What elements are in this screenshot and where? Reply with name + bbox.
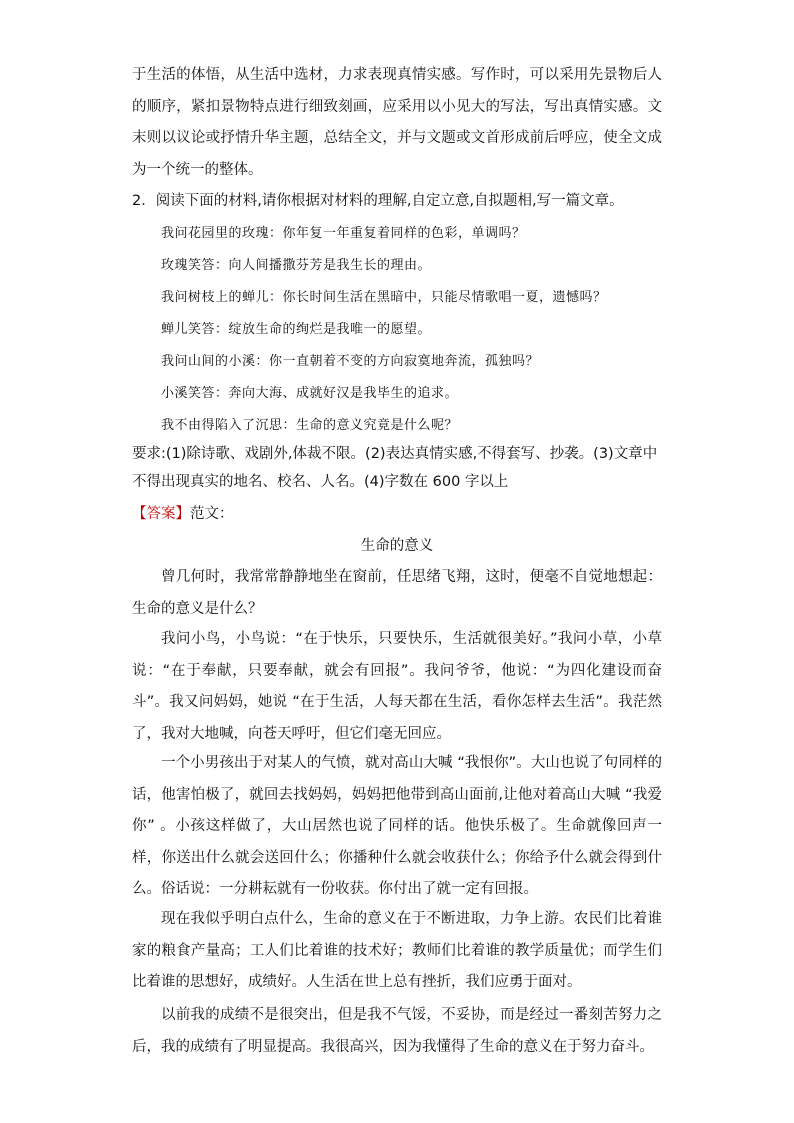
answer-heading [132,503,234,525]
intro-paragraph: 于生活的体悟，从生活中选材，力求表现真情实感。写作时，可以采用先景物后人的顺序，紧扣景物特点进行细致刻画，应采用以小见大的写法，写出真情实感。文末则以议论或抒情升华主题，总结全文，并与文题或文首形成前后呼应，使全文成为一个统一的整体。 [132,67,662,178]
material-line-7: 我不由得陷入了沉思：生命的意义究竟是什么呢？ [161,418,459,433]
material-line-6: 小溪笑答：奔向大海、成就好汉是我毕生的追求。 [161,386,459,401]
material-line-2: 玫瑰笑答：向人间播撒芬芳是我生长的理由。 [161,258,432,273]
essay-title: 生命的意义 [360,538,434,554]
material-line-4: 蝉儿笑答：绽放生命的绚烂是我唯一的愿望。 [161,322,432,337]
answer-tag: 【答案】 [132,506,190,522]
material-line-1: 我问花园里的玫瑰：你年复一年重复着同样的色彩，单调吗？ [161,226,526,241]
essay-paragraph-1: 曾几何时，我常常静静地坐在窗前，任思绪飞翔，这时，便毫不自觉地想起：生命的意义是什么？ [132,569,662,617]
essay-paragraph-3: 一个小男孩出于对某人的气愤，就对高山大喊 “我恨你”。大山也说了句同样的话，他害怕极了，就回去找妈妈，妈妈把他带到高山面前,让他对着高山大喊 “我爱你” 。小孩这样做了，大山居然也说了同样的话。他快乐极了。生命就像回声一样，你送出什么就会送回什么；你播种什么就会收获什么；你给予什么就会得到什么。俗话说：一分耕耘就有一份收获。你付出了就一定有回报。 [132,755,662,897]
material-line-3: 我问树枝上的蝉儿：你长时间生活在黑暗中，只能尽情歌唱一夏，遗憾吗？ [161,290,607,305]
essay-paragraph-4: 现在我似乎明白点什么，生命的意义在于不断进取，力争上游。农民们比着谁家的粮食产量高；工人们比着谁的技术好；教师们比着谁的教学质量优；而学生们比着谁的思想好，成绩好。人生活在世上总有挫折，我们应勇于面对。 [132,911,662,990]
essay-paragraph-2: 我问小鸟，小鸟说：“在于快乐，只要快乐，生活就很美好。”我问小草，小草说：“在于奉献，只要奉献，就会有回报”。我问爷爷，他说：“为四化建设而奋斗”。我又问妈妈，她说 “在于生活，人每天都在生活，看你怎样去生活”。我茫然了，我对大地喊，向苍天呼吁，但它们毫无回应。 [132,631,662,742]
question-2: 2．阅读下面的材料,请你根据对材料的理解,自定立意,自拟题相,写一篇文章。 [132,193,624,209]
material-line-5: 我问山间的小溪：你一直朝着不变的方向寂寞地奔流，孤独吗？ [161,354,540,369]
essay-paragraph-5: 以前我的成绩不是很突出，但是我不气馁，不妥协，而是经过一番刻苦努力之后，我的成绩有了明显提高。我很高兴，因为我懂得了生命的意义在于努力奋斗。 [132,1007,662,1055]
requirements: 要求:(1)除诗歌、戏剧外,体裁不限。(2)表达真情实感,不得套写、抄袭。(3)文章中不得出现真实的地名、校名、人名。(4)字数在 600 字以上 [132,446,658,490]
answer-label: 范文： [190,506,234,522]
